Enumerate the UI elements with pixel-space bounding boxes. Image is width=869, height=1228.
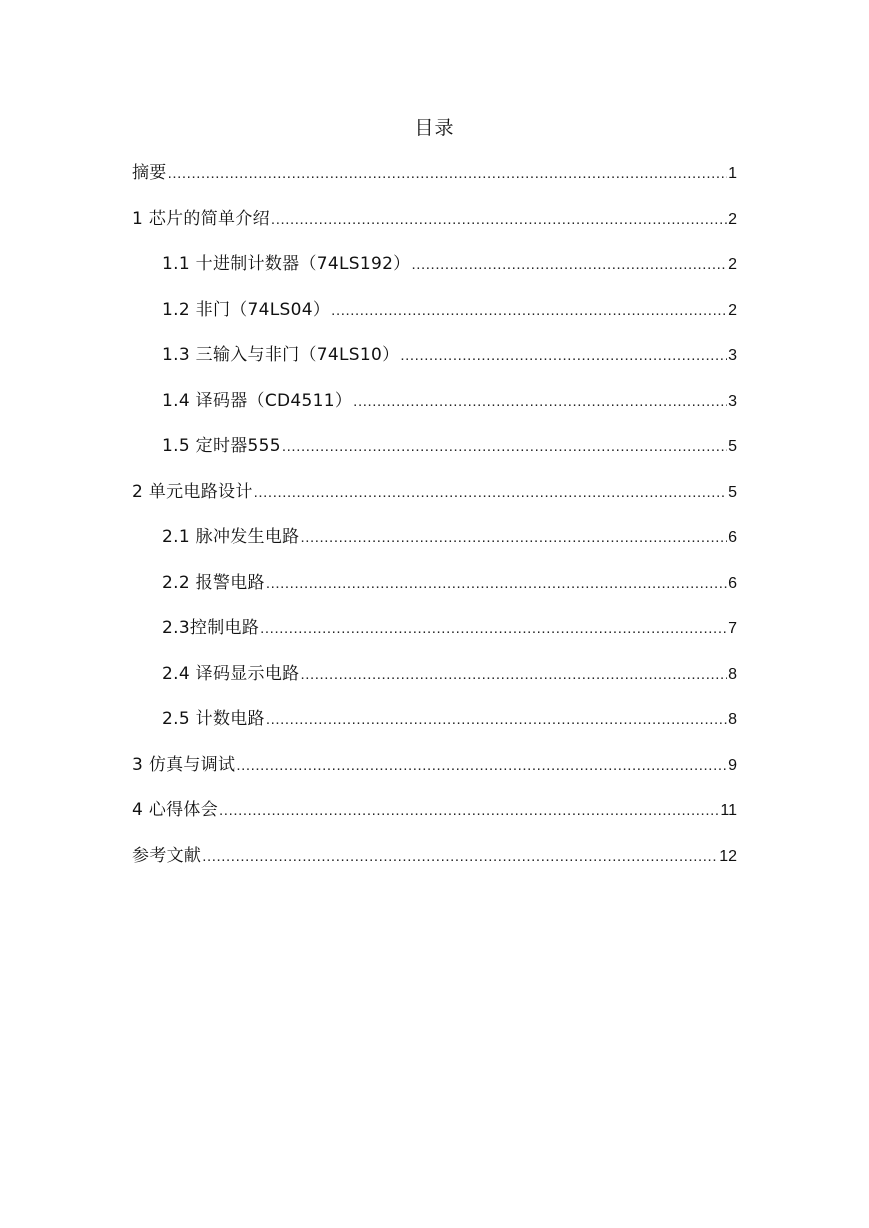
toc-dot-leader	[400, 341, 727, 371]
toc-entry-title: 2.4 译码显示电路	[162, 663, 300, 684]
toc-title: 目录	[414, 117, 455, 139]
toc-page-number: 9	[728, 756, 737, 774]
toc-entry-title: 1.3 三输入与非门（74LS10）	[162, 345, 400, 365]
toc-entry-title: 4 心得体会	[132, 800, 219, 820]
toc-page-number: 3	[728, 347, 737, 364]
toc-entry[interactable]	[132, 750, 737, 796]
toc-entry-title: 1.1 十进制计数器（74LS192）	[162, 254, 411, 274]
toc-page-number: 6	[728, 529, 737, 546]
toc-page-number: 2	[728, 210, 737, 228]
toc-dot-leader	[219, 796, 719, 826]
toc-dot-leader	[236, 751, 727, 781]
toc-page-number: 5	[728, 438, 737, 455]
toc-entry[interactable]	[132, 477, 737, 523]
toc-dot-leader	[300, 660, 727, 690]
toc-entry-title: 摘要	[132, 163, 167, 183]
toc-entry[interactable]	[132, 568, 737, 614]
toc-dot-leader	[411, 250, 727, 280]
toc-entry[interactable]	[132, 659, 737, 705]
toc-page-number: 7	[728, 620, 737, 637]
toc-page-number: 5	[728, 483, 737, 501]
toc-dot-leader	[331, 296, 727, 326]
toc-dot-leader	[254, 478, 727, 508]
toc-dot-leader	[300, 523, 727, 553]
toc-dot-leader	[168, 159, 727, 189]
toc-dot-leader	[202, 842, 718, 872]
toc-entry[interactable]	[132, 795, 737, 841]
toc-entry-title: 2 单元电路设计	[132, 481, 253, 502]
toc-entry-title: 3 仿真与调试	[132, 754, 236, 775]
toc-entry[interactable]	[132, 841, 737, 887]
toc-entry-title: 1.5 定时器555	[162, 436, 281, 456]
toc-page-number: 1	[728, 165, 737, 182]
toc-dot-leader	[266, 569, 727, 599]
toc-entry-title: 1.2 非门（74LS04）	[162, 299, 331, 320]
toc-dot-leader	[282, 432, 727, 462]
toc-entry-title: 1.4 译码器（CD4511）	[162, 390, 353, 411]
toc-page-number: 8	[728, 665, 737, 683]
toc-entry-title: 2.5 计数电路	[162, 709, 265, 729]
toc-dot-leader	[260, 614, 727, 644]
toc-entry[interactable]	[132, 158, 737, 204]
toc-entry-title: 2.3控制电路	[162, 618, 260, 638]
toc-dot-leader	[266, 705, 727, 735]
toc-entry[interactable]	[132, 613, 737, 659]
toc-entry[interactable]	[132, 295, 737, 341]
toc-entry[interactable]	[132, 204, 737, 250]
toc-page-number: 8	[728, 711, 737, 728]
toc-page-number: 3	[728, 392, 737, 410]
table-of-contents	[132, 158, 737, 886]
toc-dot-leader	[271, 205, 727, 235]
toc-entry-title: 2.1 脉冲发生电路	[162, 527, 300, 547]
toc-entry-title: 1 芯片的简单介绍	[132, 208, 270, 229]
toc-entry[interactable]	[132, 340, 737, 386]
toc-entry[interactable]	[132, 522, 737, 568]
toc-entry[interactable]	[132, 386, 737, 432]
toc-entry[interactable]	[132, 249, 737, 295]
toc-entry[interactable]	[132, 431, 737, 477]
toc-page-number: 6	[728, 574, 737, 592]
toc-page-number: 12	[719, 847, 737, 865]
toc-entry-title: 2.2 报警电路	[162, 572, 265, 593]
toc-dot-leader	[353, 387, 727, 417]
toc-entry[interactable]	[132, 704, 737, 750]
toc-page-number: 2	[728, 301, 737, 319]
toc-page-number: 11	[720, 802, 737, 819]
toc-entry-title: 参考文献	[132, 845, 202, 866]
toc-page-number: 2	[728, 256, 737, 273]
